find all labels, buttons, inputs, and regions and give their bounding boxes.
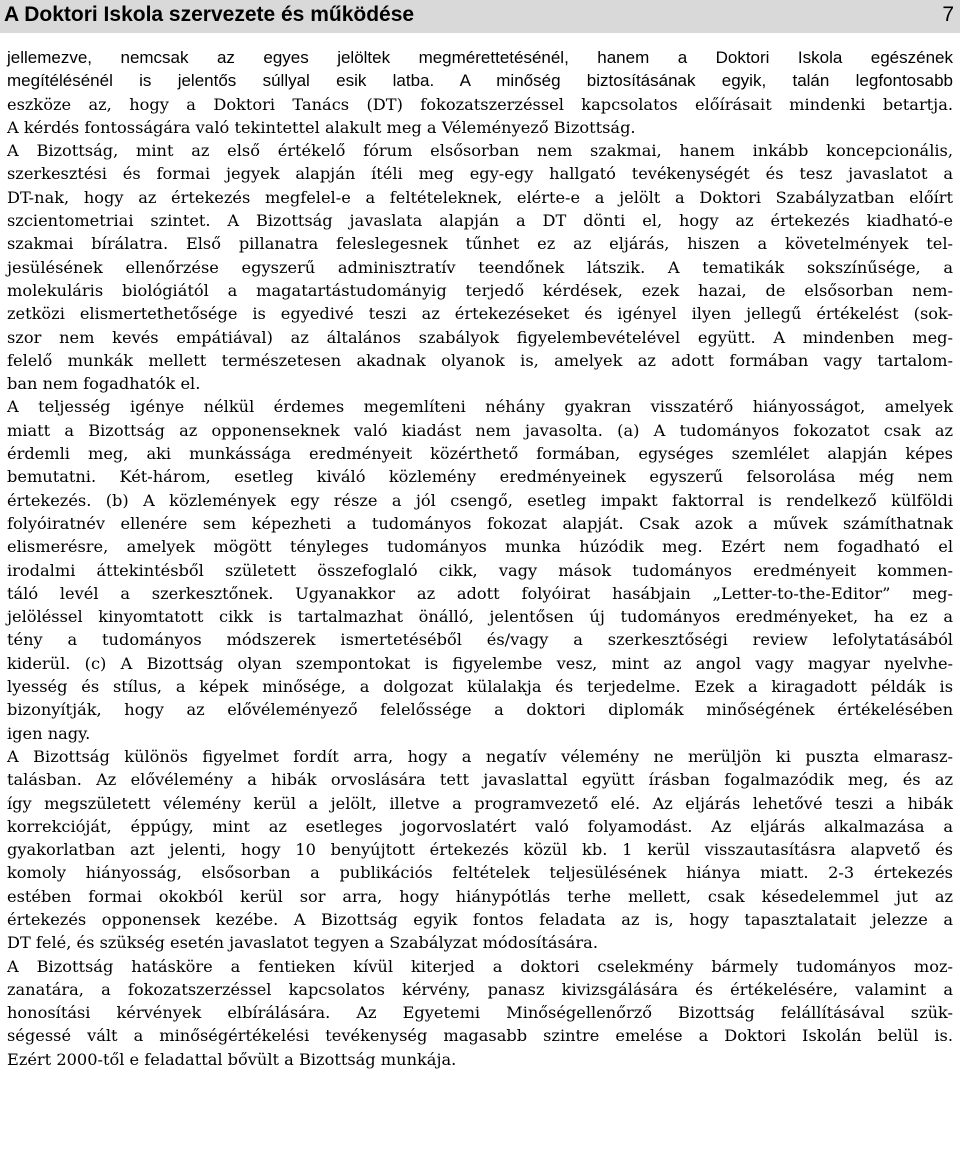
text-line: A Bizottság hatásköre a fentieken kívül kiterjed a doktori cselekmény bármely tudományos moz-: [7, 956, 953, 976]
text-line: A Bizottság különös figyelmet fordít arra, hogy a negatív vélemény ne merüljön ki puszta elmarasz-: [7, 746, 953, 766]
text-line: jesülésének ellenőrzése egyszerű adminisztratív teendőnek látszik. A tematikák sokszínűsége, a: [7, 257, 953, 277]
text-line: talásban. Az elővélemény a hibák orvoslására tett javaslattal együtt írásban fogalmazódik meg, és az: [7, 770, 953, 790]
text-line: komoly hiányosság, elsősorban a publikációs feltételek teljesülésének hiánya miatt. 2-3 értekezés: [7, 863, 953, 883]
text-line: jellemezve, nemcsak az egyes jelöltek megmérettetésénél, hanem a Doktori Iskola egészének: [7, 48, 953, 67]
document-body: [7, 46, 953, 1071]
text-line: folyóiratnév ellenére sem képezheti a tudományos fokozat alapját. Csak azok a művek számíthatnak: [7, 513, 953, 533]
text-line: ségessé vált a minőségértékelési tevékenység magasabb szintre emelése a Doktori Iskolán belül is.: [7, 1026, 953, 1046]
text-line: kiderül. (c) A Bizottság olyan szempontokat is figyelembe vesz, mint az angol vagy magyar nyelvhe-: [7, 653, 953, 673]
page-header: [0, 0, 960, 33]
text-line: igen nagy.: [7, 723, 91, 743]
text-line: lyesség és stílus, a képek minősége, a dolgozat külalakja és terjedelme. Ezek a kiragadott példák is: [7, 677, 953, 697]
text-line: ban nem fogadhatók el.: [7, 374, 201, 394]
text-line: szerkesztési és formai jegyek alapján ítéli meg egy-egy hallgató tevékenységét és tesz javaslatot a: [7, 164, 953, 184]
text-line: A Bizottság, mint az első értékelő fórum elsősorban nem szakmai, hanem inkább koncepcionális,: [7, 141, 953, 161]
text-line: tény a tudományos módszerek ismertetéséből és/vagy a szerkesztőségi review lefolytatásából: [7, 630, 953, 650]
text-line: DT felé, és szükség esetén javaslatot tegyen a Szabályzat módosítására.: [7, 933, 598, 953]
text-line: gyakorlatban azt jelenti, hogy 10 benyújtott értekezés közül kb. 1 kerül visszautasításra alapvető és: [7, 840, 953, 860]
text-line: értekezés. (b) A közlemények egy része a jól csengő, esetleg impakt faktorral is rendelkező külföldi: [7, 490, 953, 510]
text-line: zetközi elismertethetősége is egyedivé teszi az értekezéseket és igényel ilyen jellegű értékelést (sok-: [7, 304, 953, 324]
text-line: DT-nak, hogy az értekezés megfelel-e a feltételeknek, elérte-e a jelölt a Doktori Szabályzatban előírt: [7, 187, 953, 207]
text-line: eszköze az, hogy a Doktori Tanács (DT) fokozatszerzéssel kapcsolatos előírásait mindenki betartja.: [7, 94, 953, 114]
text-line: miatt a Bizottság az opponenseknek való kiadást nem javasolta. (a) A tudományos fokozatot csak az: [7, 420, 953, 440]
text-line: táló levél a szerkesztőnek. Ugyanakkor az adott folyóirat hasábjain „Letter-to-the-Editor” meg-: [7, 583, 953, 603]
text-line: estében formai okokból kerül sor arra, hogy hiánypótlás terhe mellett, csak késedelemmel jut az: [7, 886, 953, 906]
text-line: felelő munkák mellett természetesen akadnak olyanok is, amelyek az adott formában vagy tartalom-: [7, 350, 953, 370]
text-line: szor nem kevés empátiával) az általános szabályok figyelembevételével együtt. A mindenben meg-: [7, 327, 953, 347]
header-title: A Doktori Iskola szervezete és működése: [4, 3, 415, 26]
text-line: szcientometriai szintet. A Bizottság javaslata alapján a DT dönti el, hogy az értekezés kiadható-e: [7, 211, 953, 231]
text-line: bemutatni. Két-három, esetleg kiváló közlemény eredményeinek egyszerű felsorolása még nem: [7, 467, 953, 487]
text-line: A teljesség igénye nélkül érdemes megemlíteni néhány gyakran visszatérő hiányosságot, amelyek: [7, 397, 953, 417]
text-line: érdemli meg, aki munkássága eredményeit közérthető formában, egységes szemlélet alapján képes: [7, 444, 953, 464]
text-line: megítélésénél is jelentős súllyal esik latba. A minőség biztosításának egyik, talán legfontosabb: [7, 71, 953, 91]
text-line: így megszületett vélemény kerül a jelölt, illetve a programvezető elé. Az eljárás lehetővé teszi a hibák: [7, 793, 953, 813]
text-line: jelöléssel kinyomtatott cikk is tartalmazhat önálló, jelentősen új tudományos eredményeket, ha ez a: [7, 607, 953, 627]
text-line: bizonyítják, hogy az elővéleményező felelőssége a doktori diplomák minőségének értékelésében: [7, 700, 953, 720]
text-line: Ezért 2000-től e feladattal bővült a Bizottság munkája.: [7, 1049, 457, 1069]
text-line: elismerésre, amelyek mögött tényleges tudományos munka húzódik meg. Ezért nem fogadható el: [7, 537, 953, 557]
page-number: 7: [942, 3, 954, 26]
text-line: honosítási kérvények elbírálására. Az Egyetemi Minőségellenőrző Bizottság felállításával szük-: [7, 1003, 953, 1023]
text-line: A kérdés fontosságára való tekintettel alakult meg a Véleményező Bizottság.: [7, 117, 636, 137]
text-line: korrekcióját, éppúgy, mint az esetleges jogorvoslatért való folyamodást. Az eljárás alkalmazása a: [7, 816, 953, 836]
text-line: szakmai bírálatra. Első pillanatra feleslegesnek tűnhet ez az eljárás, hiszen a követelmények tel-: [7, 234, 953, 254]
text-line: értekezés opponensek kezébe. A Bizottság egyik fontos feladata az is, hogy tapasztalatait jelezze a: [7, 909, 953, 929]
text-line: zanatára, a fokozatszerzéssel kapcsolatos kérvény, panasz kivizsgálására és értékelésére, valamint a: [7, 979, 953, 999]
text-line: irodalmi áttekintésből született összefoglaló cikk, vagy mások tudományos eredményeit kommen-: [7, 560, 953, 580]
text-line: molekuláris biológiától a magatartástudományig terjedő kérdések, ezek hazai, de elsősorban nem-: [7, 280, 953, 300]
